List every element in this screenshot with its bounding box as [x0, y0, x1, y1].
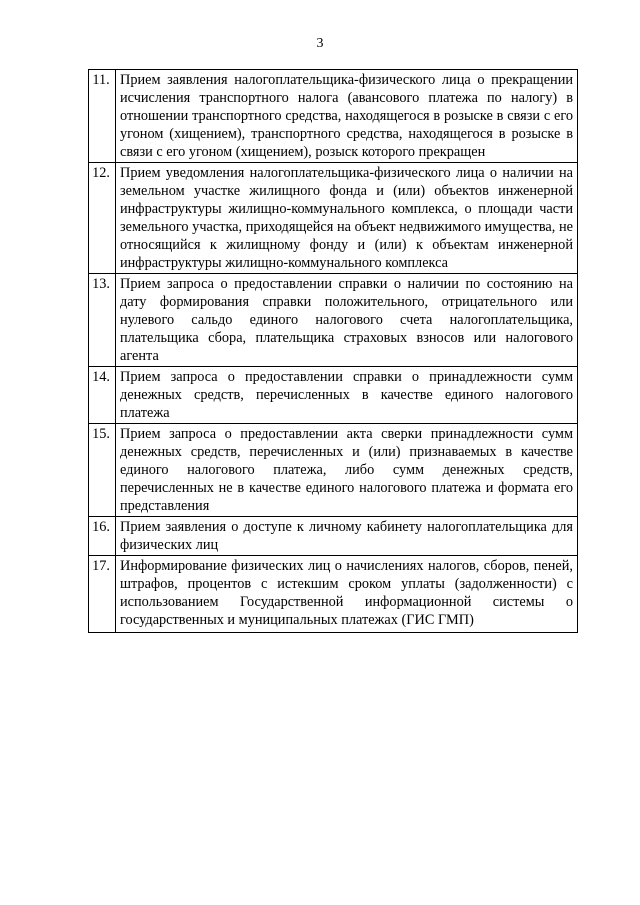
row-description: Прием запроса о предоставлении акта сверки принадлежности сумм денежных средств, перечисленных и (или) признаваемых в качестве единого налогового платежа, либо сумм денежных средств, перечисленных не в качестве единого налогового платежа и формата его представления — [116, 424, 578, 517]
table-row — [89, 163, 578, 274]
page-number: 3 — [316, 36, 324, 51]
row-number: 12. — [89, 163, 116, 274]
table-row — [89, 367, 578, 424]
row-number: 11. — [89, 70, 116, 163]
row-number: 15. — [89, 424, 116, 517]
row-number: 14. — [89, 367, 116, 424]
table-row — [89, 517, 578, 556]
row-number: 13. — [89, 274, 116, 367]
row-description: Прием запроса о предоставлении справки о принадлежности сумм денежных средств, перечисленных в качестве единого налогового платежа — [116, 367, 578, 424]
row-description: Прием запроса о предоставлении справки о наличии по состоянию на дату формирования справки положительного, отрицательного или нулевого сальдо единого налогового счета налогоплательщика, плательщика сбора, плательщика страховых взносов или налогового агента — [116, 274, 578, 367]
table-row — [89, 70, 578, 163]
row-description: Прием заявления о доступе к личному кабинету налогоплательщика для физических лиц — [116, 517, 578, 556]
table-row — [89, 424, 578, 517]
row-number: 17. — [89, 556, 116, 633]
services-table — [88, 69, 578, 633]
row-description: Прием заявления налогоплательщика-физического лица о прекращении исчисления транспортного налога (авансового платежа по налогу) в отношении транспортного средства, находящегося в розыске в связи с его угоном (хищением), транспортного средства, находящегося в розыске в связи с его угоном (хищением), розыск которого прекращен — [116, 70, 578, 163]
row-description: Информирование физических лиц о начислениях налогов, сборов, пеней, штрафов, процентов с истекшим сроком уплаты (задолженности) с использованием Государственной информационной системы о государственных и муниципальных платежах (ГИС ГМП) — [116, 556, 578, 633]
row-description: Прием уведомления налогоплательщика-физического лица о наличии на земельном участке жилищного фонда и (или) объектов инженерной инфраструктуры жилищно-коммунального комплекса, о площади части земельного участка, приходящейся на объект недвижимого имущества, не относящийся к жилищному фонду и (или) к объектам инженерной инфраструктуры жилищно-коммунального комплекса — [116, 163, 578, 274]
table-row — [89, 274, 578, 367]
row-number: 16. — [89, 517, 116, 556]
table-row — [89, 556, 578, 633]
